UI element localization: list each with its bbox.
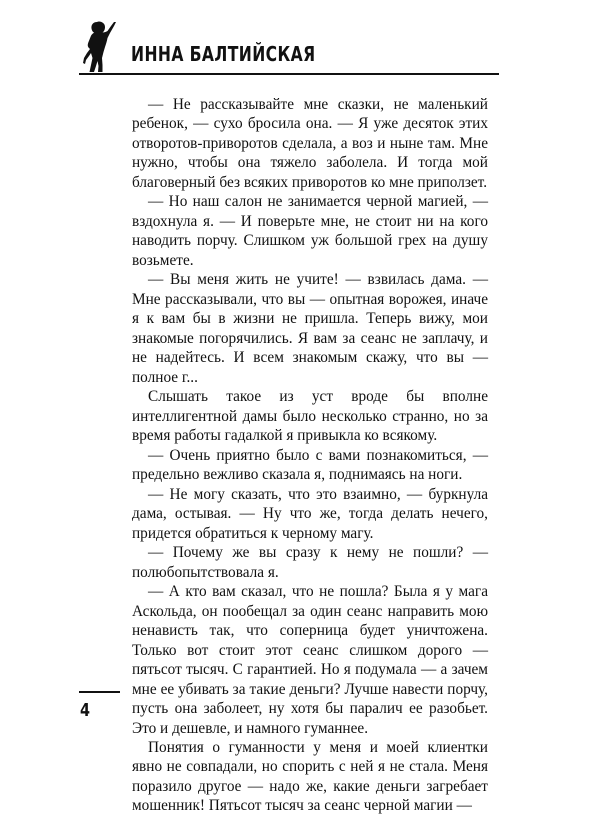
author-name: ИННА БАЛТИЙСКАЯ: [131, 42, 316, 66]
paragraph: — Но наш салон не занимается черной магией, — вздохнула я. — И поверьте мне, не стоит ни на кого наводить порчу. Слишком уж большой грех на душу возьмете.: [132, 193, 488, 269]
page-body: [132, 95, 488, 816]
paragraph: — Вы меня жить не учите! — взвилась дама. — Мне рассказывали, что вы — опытная ворожея, иначе я к вам бы в жизни не пришла. Теперь вижу, мои знакомые погорячились. Я вам за сеанс не заплачу, и не надейтесь. И всем знакомым скажу, что вы — полное г...: [132, 271, 488, 386]
woman-silhouette-icon: [80, 20, 120, 74]
paragraph: — Не рассказывайте мне сказки, не маленький ребенок, — сухо бросила она. — Я уже десяток этих отворотов-приворотов сделала, а воз и ныне там. Мне нужно, чтобы она тяжело заболела. И тогда мой благоверный без всяких приворотов ко мне приползет.: [132, 96, 488, 191]
page-number: 4: [80, 700, 91, 721]
paragraph: — Почему же вы сразу к нему не пошли? — полюбопытствовала я.: [132, 544, 488, 581]
paragraph: — А кто вам сказал, что не пошла? Была я у мага Аскольда, он пообещал за один сеанс направить мою ненависть так, что соперница будет уничтожена. Только вот стоит этот сеанс слишком дорого — пятьсот тысяч. С гарантией. Но я подумала — а зачем мне ее убивать за такие деньги? Лучше навести порчу, пусть она заболеет, ну хотя бы паралич ее разобьет. Это и дешевле, и намного гуманнее.: [132, 583, 488, 737]
paragraph: Слышать такое из уст вроде бы вполне интеллигентной дамы было несколько странно, но за время работы гадалкой я привыкла ко всякому.: [132, 388, 488, 445]
paragraph: — Не могу сказать, что это взаимно, — буркнула дама, остывая. — Ну что же, тогда делать нечего, придется обратиться к черному магу.: [132, 485, 488, 542]
paragraph: — Очень приятно было с вами познакомиться, — предельно вежливо сказала я, поднимаясь на ноги.: [132, 446, 488, 484]
paragraph: Понятия о гуманности у меня и моей клиентки явно не совпадали, но спорить с ней я не стала. Меня поразило другое — надо же, какие деньги загребает мошенник! Пятьсот тысяч за сеанс черной магии —: [132, 738, 488, 815]
running-header: [0, 0, 600, 80]
footer-divider: [79, 691, 120, 693]
header-divider: [79, 73, 499, 75]
